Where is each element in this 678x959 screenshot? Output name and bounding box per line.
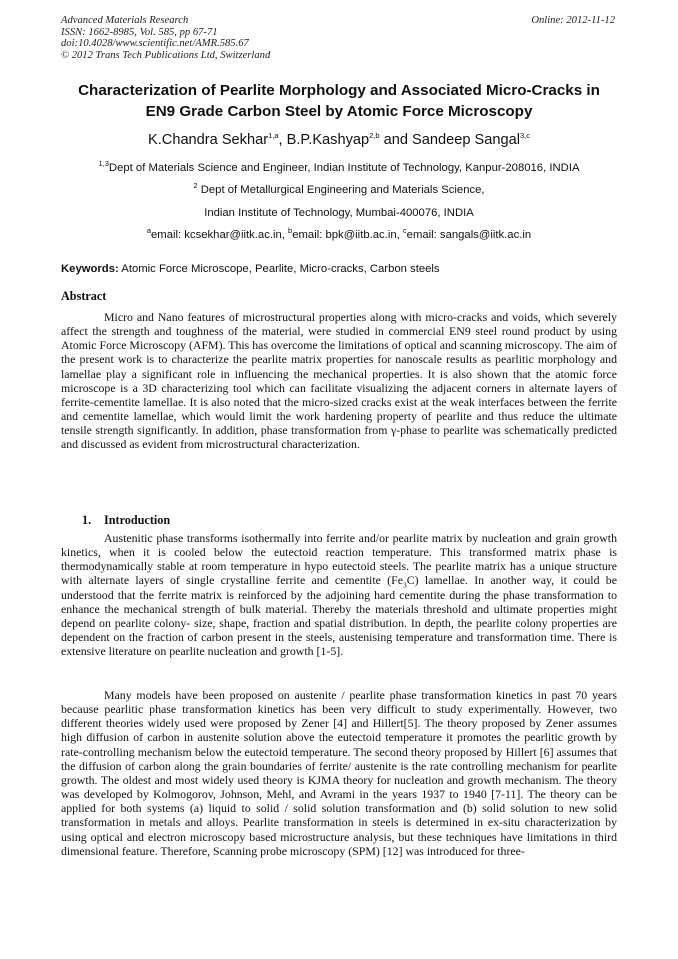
affiliation-2-sup: 2 <box>193 181 198 191</box>
section-number: 1. <box>82 513 92 527</box>
journal-name: Advanced Materials Research <box>61 15 189 26</box>
affiliation-2-institute: Indian Institute of Technology, Mumbai-400076, INDIA <box>204 207 474 219</box>
issn-line: ISSN: 1662-8985, Vol. 585, pp 67-71 <box>61 26 218 38</box>
affiliation-2 <box>40 183 638 197</box>
author-1: K.Chandra Sekhar <box>148 132 269 148</box>
keywords-label: Keywords: <box>61 263 119 275</box>
intro-p1-part-b: C) lamellae. In another way, it could be understood that the ferrite matrix is reinforced by the adjoining hard cementite during the phase transformation to enhance the mechanical strength of bulk material. Thereby the materials threshold and ultimate properties might depend on pearlite colony- size, shape, fraction and spatial distribution. In depth, the pearlite colony properties are dependent on the fraction of carbon present in the steels, austenising temperature and transformation time. There is extensive literature on pearlite nucleation and growth [1-5]. <box>61 573 617 659</box>
keywords <box>61 262 617 276</box>
affiliation-2-text: Dept of Metallurgical Engineering and Materials Science, <box>197 184 485 196</box>
affiliation-1-text: Dept of Materials Science and Engineer, Indian Institute of Technology, Kanpur-208016, INDIA <box>108 162 580 174</box>
author-separator: , <box>278 132 287 148</box>
fe3c-subscript: 3 <box>402 580 407 590</box>
author-list <box>40 131 638 149</box>
author-1-sup: 1,a <box>268 131 279 141</box>
title-line-1: Characterization of Pearlite Morphology and Associated Micro-Cracks in <box>78 82 600 99</box>
email-a-sup: a <box>146 226 152 236</box>
abstract-text: Micro and Nano features of microstructural properties along with micro-cracks and voids, which severely affect the strength and toughness of the material, were studied in commercial EN9 steel round product by using Atomic Force Microscopy (AFM). This has overcome the limitations of optical and scanning microscopy. The aim of the present work is to characterize the pearlite matrix properties for nanoscale results as pearlitic morphology and lamellae play a significant role in influencing the mechanical properties. It is also shown that the atomic force microscope is a 3D characterizing tool which can facilitate visualizing the adjacent corners in alternate layers of ferrite-cementite lamellae. It is also noted that the micro-sized cracks exist at the weak interfaces between the ferrite and cementite lamellae, which would limit the work hardening property of pearlite and thus reduce the ultimate tensile strength significantly. In addition, phase transformation from γ-phase to pearlite was schematically predicted and discussed as evident from microstructural characterization. <box>61 310 617 452</box>
journal-meta <box>61 15 270 61</box>
email-a[interactable]: email: kcsekhar@iitk.ac.in, <box>151 229 289 241</box>
intro-p1-part-a: Austenitic phase transforms isothermally into ferrite and/or pearlite matrix by nucleation and grain growth kinetics, when it is cooled below the eutectoid reaction temperature. This transformed matrix phase is thermodynamically stable at room temperature in hypo eutectoid steels. The pearlite matrix has a unique structure with alternate layers of single crystalline ferrite and cementite (Fe <box>61 531 617 588</box>
copyright-line: © 2012 Trans Tech Publications Ltd, Switzerland <box>61 49 271 61</box>
intro-paragraph-1 <box>61 531 617 658</box>
introduction-heading <box>82 513 170 527</box>
keywords-text: Atomic Force Microscope, Pearlite, Micro-cracks, Carbon steels <box>118 263 440 275</box>
affiliation-1 <box>40 161 638 175</box>
author-separator: and <box>379 132 413 148</box>
section-title: Introduction <box>104 513 171 527</box>
author-3-sup: 3,c <box>519 131 530 141</box>
paper-title <box>58 80 620 122</box>
email-c-sup: c <box>402 226 407 236</box>
email-line <box>40 228 638 242</box>
email-b[interactable]: email: bpk@iitb.ac.in, <box>292 229 403 241</box>
affiliation-1-sup: 1,3 <box>98 159 109 169</box>
abstract-heading: Abstract <box>61 289 107 303</box>
author-3: Sandeep Sangal <box>412 132 520 148</box>
author-2: B.P.Kashyap <box>286 132 370 148</box>
email-c[interactable]: email: sangals@iitk.ac.in <box>406 229 532 241</box>
online-date: Online: 2012-11-12 <box>531 15 615 26</box>
email-b-sup: b <box>288 226 293 236</box>
intro-paragraph-2: Many models have been proposed on austenite / pearlite phase transformation kinetics in past 70 years because pearlitic phase transformation kinetics has been very difficult to study experimentally. However, two different theories widely used were proposed by Zener [4] and Hillert[5]. The theory proposed by Zener assumes high diffusion of carbon in austenite solution above the eutectoid temperature it promotes the pearlitic growth by rate-controlling mechanism below the eutectoid temperature. The second theory proposed by Hillert [6] assumes that the diffusion of carbon along the grain boundaries of ferrite/ austenite is the rate controlling mechanism for pearlite growth. The oldest and most widely used theory is KJMA theory for nucleation and growth mechanism. The theory was developed by Kolmogorov, Johnson, Mehl, and Avrami in the years 1937 to 1940 [7-11]. The theory can be applied for both systems (a) liquid to solid / solid solution transformation and (b) solid solution to new solid transformation in metals and alloys. Pearlite transformation in steels is determined in ex-situ characterization by using optical and electron microscopy based microstructure analysis, but these techniques have limitations in third dimensional feature. Therefore, Scanning probe microscopy (SPM) [12] was introduced for three- <box>61 688 617 858</box>
title-line-2: EN9 Grade Carbon Steel by Atomic Force Microscopy <box>145 103 533 120</box>
doi-line: doi:10.4028/www.scientific.net/AMR.585.67 <box>61 38 249 50</box>
author-2-sup: 2,b <box>369 131 380 141</box>
